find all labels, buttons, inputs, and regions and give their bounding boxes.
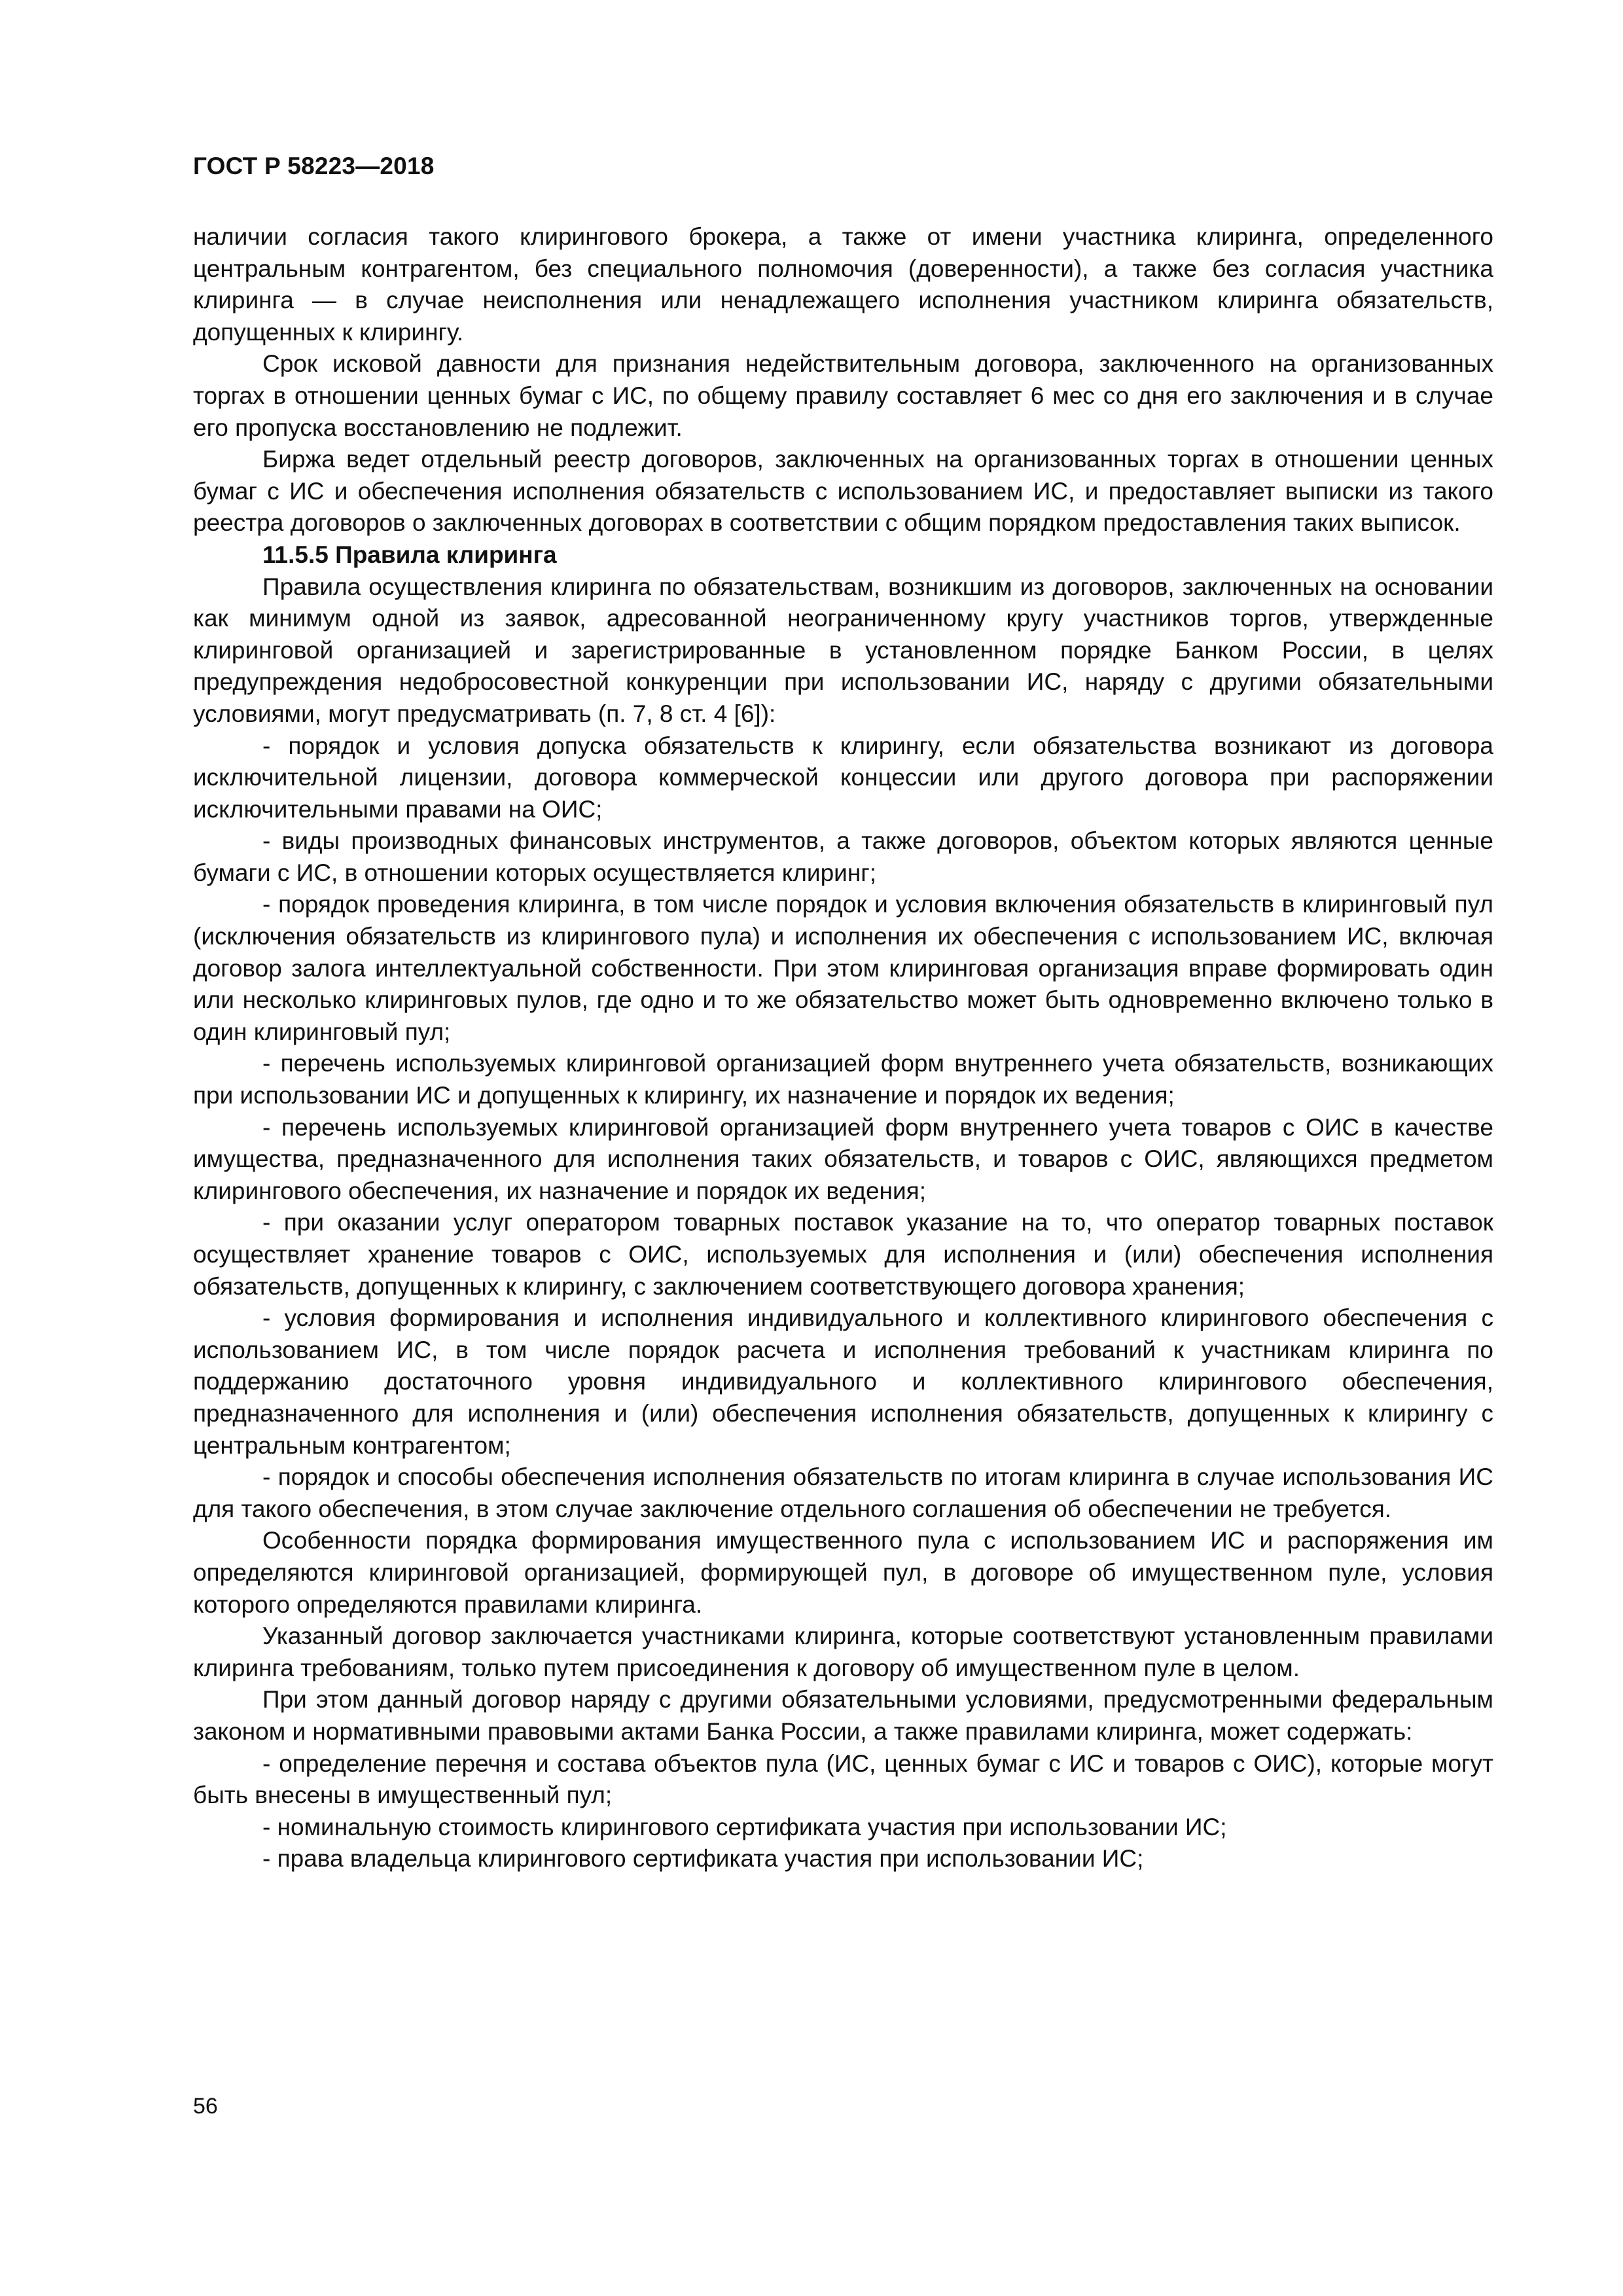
list-item: - определение перечня и состава объектов пула (ИС, ценных бумаг с ИС и товаров с ОИС), которые могут быть внесены в имущественный пул; xyxy=(193,1749,1493,1809)
list-item: - перечень используемых клиринговой организацией форм внутреннего учета товаров с ОИС в качестве имущества, предназначенного для исполнения таких обязательств, и товаров с ОИС, являющихся предметом клирингового обеспечения, их назначение и порядок их ведения; xyxy=(193,1113,1493,1204)
list-item: - условия формирования и исполнения индивидуального и коллективного клирингового обеспечения с использованием ИС, в том числе порядок расчета и исполнения требований к участникам клиринга по поддержанию достаточного уровня индивидуального и коллективного клирингового обеспечения, предназначенного для исполнения и (или) обеспечения исполнения обязательств, допущенных к клирингу с центральным контрагентом; xyxy=(193,1304,1493,1459)
list-item: - при оказании услуг оператором товарных поставок указание на то, что оператор товарных поставок осуществляет хранение товаров с ОИС, используемых для исполнения и (или) обеспечения исполнения обязательств, допущенных к клирингу, с заключением соответствующего договора хранения; xyxy=(193,1209,1493,1300)
list-item: - номинальную стоимость клирингового сертификата участия при использовании ИС; xyxy=(262,1813,1227,1840)
list-item: - права владельца клирингового сертификата участия при использовании ИС; xyxy=(262,1845,1144,1873)
paragraph: При этом данный договор наряду с другими обязательными условиями, предусмотренными федеральным законом и нормативными правовыми актами Банка России, а также правилами клиринга, может содержать: xyxy=(193,1686,1493,1745)
paragraph-continuation: наличии согласия такого клирингового брокера, а также от имени участника клиринга, определенного центральным контрагентом, без специального полномочия (доверенности), а также без согласия участника клиринга — в случае неисполнения или ненадлежащего исполнения участником клиринга обязательств, допущенных к клирингу. xyxy=(193,223,1493,346)
paragraph: Биржа ведет отдельный реестр договоров, заключенных на организованных торгах в отношении ценных бумаг с ИС и обеспечения исполнения обязательств с использованием ИС, и предоставляет выписки из такого реестра договоров о заключенных договорах в соответствии с общим порядком предоставления таких выписок. xyxy=(193,446,1493,537)
paragraph: Указанный договор заключается участниками клиринга, которые соответствуют установленным правилами клиринга требованиям, только путем присоединения к договору об имущественном пуле в целом. xyxy=(193,1623,1493,1681)
paragraph: Срок исковой давности для признания недействительным договора, заключенного на организованных торгах в отношении ценных бумаг с ИС, по общему правилу составляет 6 мес со дня его заключения и в случае его пропуска восстановлению не подлежит. xyxy=(193,350,1493,441)
list-item: - перечень используемых клиринговой организацией форм внутреннего учета обязательств, возникающих при использовании ИС и допущенных к клирингу, их назначение и порядок их ведения; xyxy=(193,1050,1493,1109)
document-header: ГОСТ Р 58223—2018 xyxy=(193,152,435,179)
list-item: - порядок проведения клиринга, в том числе порядок и условия включения обязательств в клиринговый пул (исключения обязательств из клирингового пула) и исполнения их обеспечения с использованием ИС, включая договор залога интеллектуальной собственности. При этом клиринговая организация вправе формировать один или несколько клиринговых пулов, где одно и то же обязательство может быть одновременно включено только в один клиринговый пул; xyxy=(193,891,1493,1045)
list-item: - порядок и способы обеспечения исполнения обязательств по итогам клиринга в случае использования ИС для такого обеспечения, в этом случае заключение отдельного соглашения об обеспечении не требуется. xyxy=(193,1463,1493,1522)
document-body xyxy=(193,221,1493,1875)
paragraph: Правила осуществления клиринга по обязательствам, возникшим из договоров, заключенных на основании как минимум одной из заявок, адресованной неограниченному кругу участников торгов, утвержденные клиринговой организацией и зарегистрированные в установленном порядке Банком России, в целях предупреждения недобросовестной конкуренции при использовании ИС, наряду с другими обязательными условиями, могут предусматривать (п. 7, 8 ст. 4 [6]): xyxy=(193,573,1493,727)
page-number: 56 xyxy=(193,2094,218,2119)
list-item: - виды производных финансовых инструментов, а также договоров, объектом которых являются ценные бумаги с ИС, в отношении которых осуществляется клиринг; xyxy=(193,827,1493,886)
paragraph: Особенности порядка формирования имущественного пула с использованием ИС и распоряжения им определяются клиринговой организацией, формирующей пул, в договоре об имущественном пуле, условия которого определяются правилами клиринга. xyxy=(193,1527,1493,1618)
section-heading: 11.5.5 Правила клиринга xyxy=(262,541,557,568)
list-item: - порядок и условия допуска обязательств к клирингу, если обязательства возникают из договора исключительной лицензии, договора коммерческой концессии или другого договора при распоряжении исключительными правами на ОИС; xyxy=(193,732,1493,823)
